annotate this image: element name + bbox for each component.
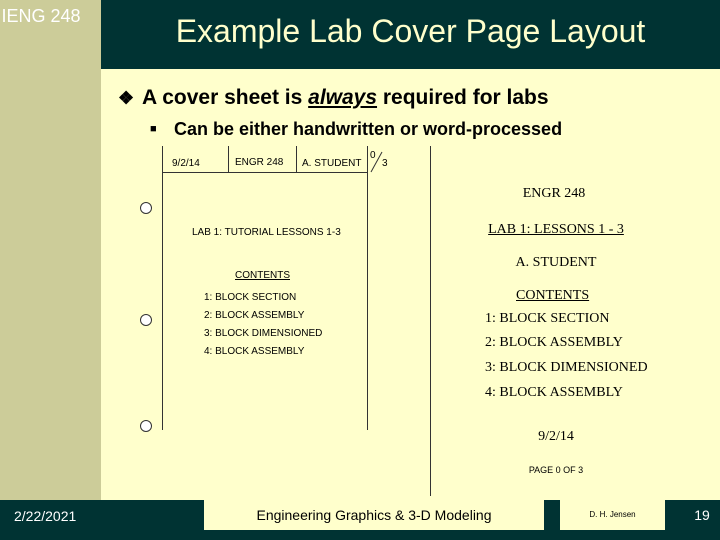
bullet-point-2 <box>150 119 562 140</box>
bullet-point-1 <box>118 86 549 110</box>
mini-contents-item-2: 2: BLOCK ASSEMBLY <box>204 310 305 321</box>
footer-title: Engineering Graphics & 3-D Modeling <box>256 507 492 523</box>
mini-fraction-slash <box>368 150 384 174</box>
mini-student: A. STUDENT <box>302 158 362 169</box>
cover-contents-item-3: 3: BLOCK DIMENSIONED <box>485 360 648 375</box>
footer-author: D. H. Jensen <box>589 510 636 519</box>
cover-contents-heading: CONTENTS <box>516 288 590 303</box>
cover-course: ENGR 248 <box>522 186 586 201</box>
slide-title: Example Lab Cover Page Layout <box>175 13 646 49</box>
mini-divider-2 <box>296 146 297 172</box>
cover-lab-title: LAB 1: LESSONS 1 - 3 <box>488 222 624 237</box>
mini-header-line <box>162 172 367 173</box>
cover-contents-item-4: 4: BLOCK ASSEMBLY <box>485 385 623 400</box>
mini-contents-item-1: 1: BLOCK SECTION <box>204 292 297 303</box>
mini-divider-1 <box>228 146 229 172</box>
side-band <box>0 0 101 540</box>
bullet1-emphasis: always <box>308 86 378 109</box>
square-bullet-icon: ■ <box>150 123 157 135</box>
mini-punch-hole-2 <box>140 314 152 326</box>
mini-punch-hole-1 <box>140 202 152 214</box>
mini-page-denominator: 3 <box>382 158 388 169</box>
cover-page-label: PAGE 0 OF 3 <box>528 465 584 475</box>
cover-contents-item-1: 1: BLOCK SECTION <box>485 311 610 326</box>
footer-date: 2/22/2021 <box>14 508 77 524</box>
slide-number: 19 <box>694 507 710 523</box>
mini-course: ENGR 248 <box>235 157 284 168</box>
bullet1-text-pre: A cover sheet is <box>142 86 309 109</box>
cover-student: A. STUDENT <box>515 255 597 270</box>
cover-date: 9/2/14 <box>538 429 574 444</box>
mini-contents-item-3: 3: BLOCK DIMENSIONED <box>204 328 323 339</box>
course-code: IENG 248 <box>1 6 81 26</box>
mini-date: 9/2/14 <box>172 158 200 169</box>
mini-contents-item-4: 4: BLOCK ASSEMBLY <box>204 346 305 357</box>
bullet2-text: Can be either handwritten or word-processed <box>174 119 563 139</box>
mini-border-right <box>367 146 368 430</box>
bullet-icon: ❖ <box>118 88 135 108</box>
mini-punch-hole-3 <box>140 420 152 432</box>
cover-contents-item-2: 2: BLOCK ASSEMBLY <box>485 335 623 350</box>
mini-contents-heading: CONTENTS <box>235 270 290 281</box>
mini-lab-title: LAB 1: TUTORIAL LESSONS 1-3 <box>192 227 341 238</box>
mini-border-left <box>162 146 163 430</box>
mini-page-numerator: 0 <box>370 150 376 161</box>
bullet1-text-post: required for labs <box>377 86 549 109</box>
